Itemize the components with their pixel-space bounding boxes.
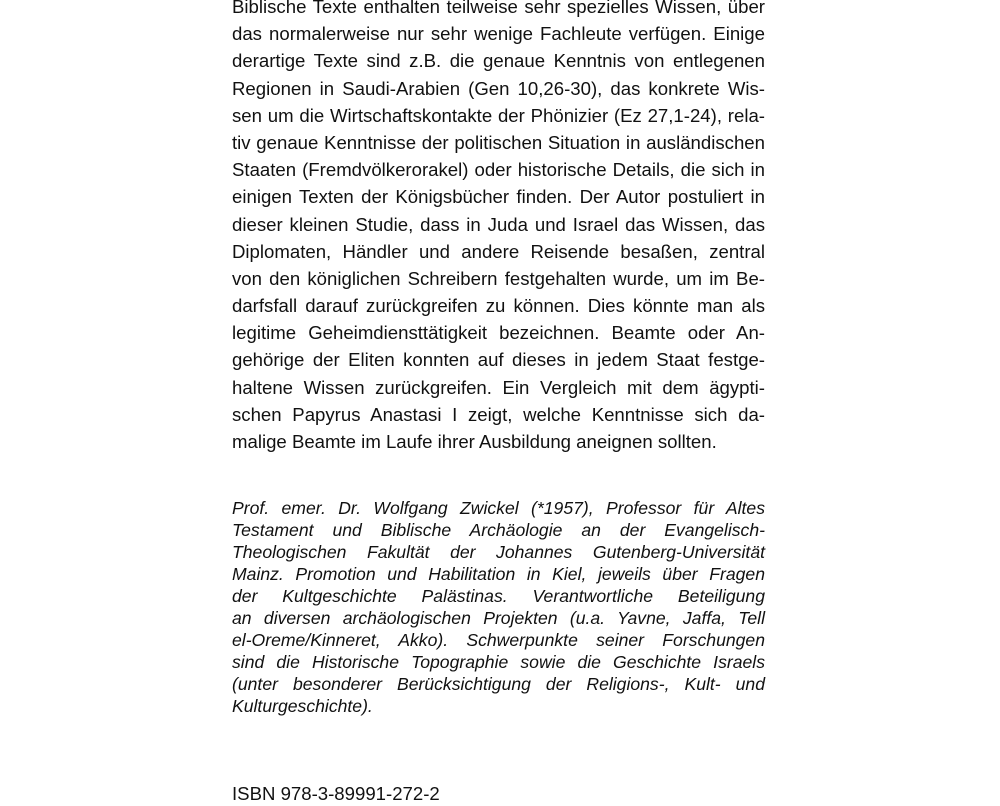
author-bio-line: der Kultgeschichte Palästinas. Verantwortliche Beteiligung — [232, 586, 765, 606]
abstract-line: haltene Wissen zurückgreifen. Ein Vergleich mit dem ägypti- — [232, 376, 765, 398]
author-bio-line: Prof. emer. Dr. Wolfgang Zwickel (*1957), Professor für Altes — [232, 498, 765, 518]
abstract-line: Biblische Texte enthalten teilweise sehr spezielles Wissen, über — [232, 0, 765, 17]
abstract-line: dieser kleinen Studie, dass in Juda und Israel das Wissen, das — [232, 213, 765, 235]
abstract-line: Diplomaten, Händler und andere Reisende besaßen, zentral — [232, 240, 765, 262]
abstract-line: schen Papyrus Anastasi I zeigt, welche Kenntnisse sich da- — [232, 403, 765, 425]
abstract-line: gehörige der Eliten konnten auf dieses in jedem Staat festge- — [232, 349, 765, 371]
author-bio-line: Theologischen Fakultät der Johannes Gutenberg-Universität — [232, 542, 765, 562]
abstract-line: malige Beamte im Laufe ihrer Ausbildung aneignen sollten. — [232, 431, 717, 452]
author-bio-line: Mainz. Promotion und Habilitation in Kiel, jeweils über Fragen — [232, 564, 765, 584]
author-bio-line: an diversen archäologischen Projekten (u.a. Yavne, Jaffa, Tell — [232, 608, 765, 628]
author-bio-line: Kulturgeschichte). — [232, 696, 373, 716]
author-bio-line: (unter besonderer Berücksichtigung der Religions-, Kult- und — [232, 674, 765, 694]
author-bio-line: Testament und Biblische Archäologie an der Evangelisch- — [232, 520, 765, 540]
abstract-line: derartige Texte sind z.B. die genaue Kenntnis von entlegenen — [232, 50, 765, 72]
isbn-number: ISBN 978-3-89991-272-2 — [232, 783, 440, 804]
abstract-line: legitime Geheimdiensttätigkeit bezeichnen. Beamte oder An- — [232, 322, 765, 344]
abstract-line: Staaten (Fremdvölkerorakel) oder historische Details, die sich in — [232, 159, 765, 181]
author-bio-line: sind die Historische Topographie sowie die Geschichte Israels — [232, 652, 765, 672]
abstract-text — [232, 0, 765, 455]
abstract-line: von den königlichen Schreibern festgehalten wurde, um im Be- — [232, 267, 765, 289]
abstract-line: sen um die Wirtschaftskontakte der Phönizier (Ez 27,1-24), rela- — [232, 104, 765, 126]
author-bio-line: el-Oreme/Kinneret, Akko). Schwerpunkte seiner Forschungen — [232, 630, 765, 650]
abstract-line: einigen Texten der Königsbücher finden. Der Autor postuliert in — [232, 186, 765, 208]
abstract-line: darfsfall darauf zurückgreifen zu können. Dies könnte man als — [232, 295, 765, 317]
abstract-line: das normalerweise nur sehr wenige Fachleute verfügen. Einige — [232, 23, 765, 45]
abstract-line: Regionen in Saudi-Arabien (Gen 10,26-30), das konkrete Wis- — [232, 77, 765, 99]
author-bio — [232, 497, 765, 717]
abstract-line: tiv genaue Kenntnisse der politischen Situation in ausländischen — [232, 131, 765, 153]
